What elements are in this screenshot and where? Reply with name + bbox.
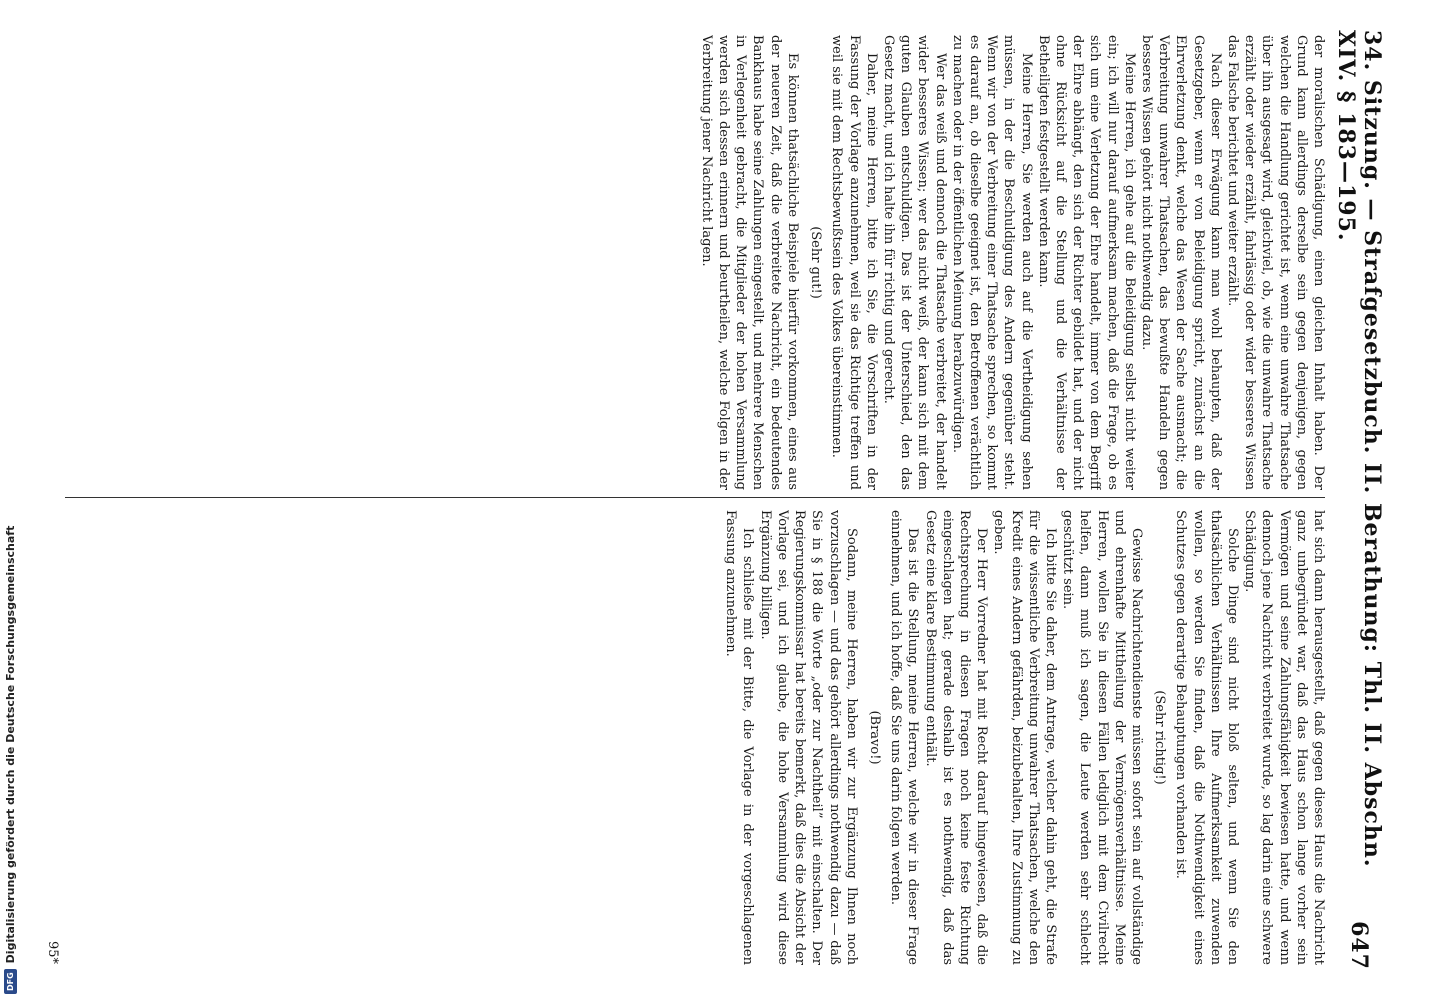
paragraph: Solche Dinge sind nicht bloß selten, und wenn Sie den thatsächlichen Verhältnissen Ihre Aufmerksamkeit zuwenden wollen, so werden Sie finden, daß die Nothwendigkeit eines Schutzes gegen derartige Behauptungen vorhanden ist. <box>1173 510 1240 965</box>
scanned-page <box>35 0 1385 1000</box>
interjection: (Sehr richtig!) <box>1152 690 1168 785</box>
paragraph: der moralischen Schädigung, einen gleichen Inhalt haben. Der Grund kann allerdings derselbe sein gegen denjenigen, gegen welchen die Handlung gerichtet ist, wenn eine unwahre Thatsache über ihn ausgesagt wird, gleichviel, ob, wie die unwahre Thatsache erzählt oder wieder erzählt, fahrlässig oder wider besseres Wissen das Falsche berichtet und weiter erzählt. <box>1224 35 1326 490</box>
paragraph: Ich schließe mit der Bitte, die Vorlage in der vorgeschlagenen Fassung anzunehmen. <box>723 510 756 965</box>
interjection: (Sehr gut!) <box>808 226 824 299</box>
paragraph: Wer das weiß und dennoch die Thatsache verbreitet, der handelt wider besseres Wissen; wer das nicht weiß, der kann sich mit dem guten Glauben entschuldigen. Das ist der Unterschied, den das Gesetz macht, und ich halte ihn für richtig und gerecht. <box>880 35 948 490</box>
paragraph: hat sich dann herausgestellt, daß gegen dieses Haus die Nachricht ganz unbegründet war, daß das Haus schon lange vorher sein Vermögen und seine Zahlungsfähigkeit bewiesen hatte, und wenn dennoch jene Nachricht verbreitet wurde, so lag darin eine schwere Schädigung. <box>1242 510 1326 965</box>
paragraph: Es können thatsächliche Beispiele hierfür vorkommen, eines aus der neueren Zeit, daß die verbreitete Nachricht, ein bedeutendes Bankhaus habe seine Zahlungen eingestellt, und mehrere Menschen in Verlegenheit gebracht, die Mitglieder der hohen Versammlung werden sich dessen erinnern und beurtheilen, welche Folgen in der Verbreitung jener Nachricht lagen. <box>698 35 800 490</box>
paragraph: Meine Herren, ich gehe auf die Beleidigung selbst nicht weiter ein; ich will nur darauf aufmerksam machen, daß die Frage, ob es sich um eine Verletzung der Ehre handelt, immer von dem Begriff der Ehre abhängt, den sich der Richter gebildet hat, und der nicht ohne Rücksicht auf die Stellung und die Verhältnisse der Betheiligten festgestellt werden kann. <box>1035 35 1137 490</box>
paragraph: Sodann, meine Herren, haben wir zur Ergänzung Ihnen noch vorzuschlagen — und das gehört allerdings nothwendig dazu — daß Sie in § 188 die Worte „oder zur Nachtheil” mit einschalten. Der Regierungskommissar hat bereits bemerkt, daß dies die Absicht der Vorlage sei, und ich glaube, die hohe Versammlung wird diese Ergänzung billigen. <box>757 510 859 965</box>
signature-mark: 95* <box>45 940 60 964</box>
right-column <box>57 510 1327 965</box>
column-divider <box>65 497 1325 498</box>
digitization-notice-text: Digitalisierung gefördert durch die Deutsche Forschungsgemeinschaft <box>3 525 17 964</box>
running-title: 34. Sitzung. — Strafgesetzbuch. II. Berathung: Thl. II. Abschn. XIV. § 183—195. <box>1333 30 1385 868</box>
page-number: 647 <box>1346 921 1372 970</box>
left-column <box>57 35 1327 490</box>
paragraph: Gewisse Nachrichtendienste müssen sofort sein auf vollständige und ehrenhafte Mittheilung der Vermögensverhältnisse. Meine Herren, wollen Sie in diesen Fällen lediglich mit dem Civilrecht helfen, dann muß ich sagen, die Leute werden sehr schlecht geschützt sein. <box>1060 510 1144 965</box>
digitization-notice <box>3 0 17 1000</box>
paragraph: Nach dieser Erwägung kann man wohl behaupten, daß der Gesetzgeber, wenn er von Beleidigung spricht, zunächst an die Ehrverletzung denkt, welche das Wesen der Sache ausmacht; die Verbreitung unwahrer Thatsachen, das bewußte Handeln gegen besseres Wissen gehört nicht nothwendig dazu. <box>1138 35 1223 490</box>
interjection: (Bravo!) <box>866 710 882 765</box>
paragraph: Der Herr Vorredner hat mit Recht darauf hingewiesen, daß die Rechtsprechung in diesen Fragen noch keine feste Richtung eingeschlagen hat; gerade deshalb ist es nothwendig, daß das Gesetz eine klare Bestimmung enthält. <box>922 510 990 965</box>
paragraph: Ich bitte Sie daher, dem Antrage, welcher dahin geht, die Strafe für die wissentliche Verbreitung unwahrer Thatsachen, welche den Kredit eines Andern gefährden, beizubehalten, Ihre Zustimmung zu geben. <box>991 510 1058 965</box>
dfg-logo-icon: DFG <box>4 969 17 994</box>
paragraph: Daher, meine Herren, bitte ich Sie, die Vorschriften in der Fassung der Vorlage anzunehmen, weil sie das Richtige treffen und weil sie mit dem Rechtsbewußtsein des Volkes übereinstimmen. <box>829 35 879 490</box>
page-header <box>1333 30 1385 970</box>
paragraph: Meine Herren, Sie werden auch auf die Vertheidigung sehen müssen, in der die Beschuldigung des Andern gegenüber steht. Wenn wir von der Verbreitung einer Thatsache sprechen, so kommt es darauf an, ob dieselbe geeignet ist, den Betroffenen verächtlich zu machen oder in der öffentlichen Meinung herabzuwürdigen. <box>949 35 1034 490</box>
paragraph: Das ist die Stellung, meine Herren, welche wir in dieser Frage einnehmen, und ich hoffe, daß Sie uns darin folgen werden. <box>888 510 921 965</box>
